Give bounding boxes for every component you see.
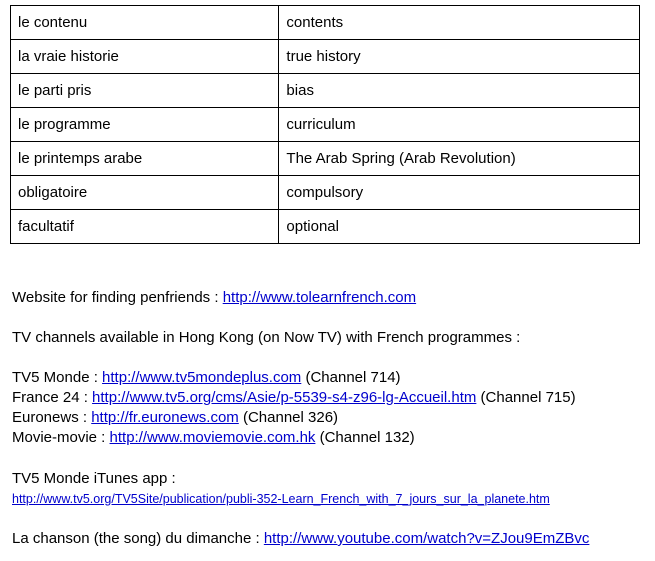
french-term: le contenu <box>18 13 88 31</box>
song-label: La chanson (the song) du dimanche : <box>12 530 264 547</box>
french-term: le parti pris <box>18 81 92 99</box>
english-term: curriculum <box>286 115 356 133</box>
french-term-cell <box>11 108 279 142</box>
channel-link-france24[interactable]: http://www.tv5.org/cms/Asie/p-5539-s4-z96-lg-Accueil.htm <box>92 389 477 406</box>
french-term-cell <box>11 142 279 176</box>
table-row <box>11 210 640 244</box>
channel-line-euronews <box>12 408 338 428</box>
french-term: le programme <box>18 115 111 133</box>
song-line <box>12 529 589 549</box>
channel-name: TV5 Monde : <box>12 369 103 386</box>
table-row <box>11 74 640 108</box>
channel-link-tv5monde[interactable]: http://www.tv5mondeplus.com <box>102 369 302 386</box>
english-term-cell <box>279 210 640 244</box>
table-row <box>11 6 640 40</box>
english-term-cell <box>279 6 640 40</box>
channel-line-tv5monde <box>12 368 401 388</box>
table-row <box>11 176 640 210</box>
english-term: true history <box>286 47 361 65</box>
channel-line-moviemovie <box>12 428 415 448</box>
french-term-cell <box>11 74 279 108</box>
english-term-cell <box>279 108 640 142</box>
french-term: la vraie historie <box>18 47 119 65</box>
penfriends-link[interactable]: http://www.tolearnfrench.com <box>222 289 417 306</box>
channel-name: France 24 : <box>12 389 93 406</box>
french-term-cell <box>11 6 279 40</box>
channel-line-france24 <box>12 388 576 408</box>
vocabulary-table <box>10 5 640 244</box>
english-term: bias <box>286 81 314 99</box>
english-term-cell <box>279 40 640 74</box>
english-term-cell <box>279 142 640 176</box>
english-term-cell <box>279 74 640 108</box>
channel-name: Euronews : <box>12 409 92 426</box>
english-term: contents <box>286 13 344 31</box>
penfriends-label: Website for finding penfriends : <box>12 289 223 306</box>
french-term: obligatoire <box>18 183 88 201</box>
french-term: facultatif <box>18 217 74 235</box>
channel-link-moviemovie[interactable]: http://www.moviemovie.com.hk <box>109 429 316 446</box>
channel-number: (Channel 326) <box>238 409 339 426</box>
tv-intro-text: TV channels available in Hong Kong (on Now TV) with French programmes : <box>12 329 521 346</box>
itunes-link-line <box>12 491 550 507</box>
channel-name: Movie-movie : <box>12 429 110 446</box>
table-row <box>11 142 640 176</box>
channel-number: (Channel 132) <box>315 429 415 446</box>
channel-number: (Channel 715) <box>476 389 576 406</box>
english-term-cell <box>279 176 640 210</box>
table-row <box>11 40 640 74</box>
english-term: The Arab Spring (Arab Revolution) <box>286 149 516 167</box>
french-term-cell <box>11 40 279 74</box>
english-term: compulsory <box>286 183 364 201</box>
french-term-cell <box>11 210 279 244</box>
channel-number: (Channel 714) <box>301 369 401 386</box>
itunes-label: TV5 Monde iTunes app : <box>12 470 176 487</box>
french-term: le printemps arabe <box>18 149 143 167</box>
itunes-link[interactable]: http://www.tv5.org/TV5Site/publication/publi-352-Learn_French_with_7_jours_sur_la_planete.htm <box>12 492 550 506</box>
channel-link-euronews[interactable]: http://fr.euronews.com <box>91 409 239 426</box>
song-link[interactable]: http://www.youtube.com/watch?v=ZJou9EmZBvc <box>263 530 590 547</box>
table-row <box>11 108 640 142</box>
english-term: optional <box>286 217 339 235</box>
penfriends-line <box>12 288 416 308</box>
french-term-cell <box>11 176 279 210</box>
